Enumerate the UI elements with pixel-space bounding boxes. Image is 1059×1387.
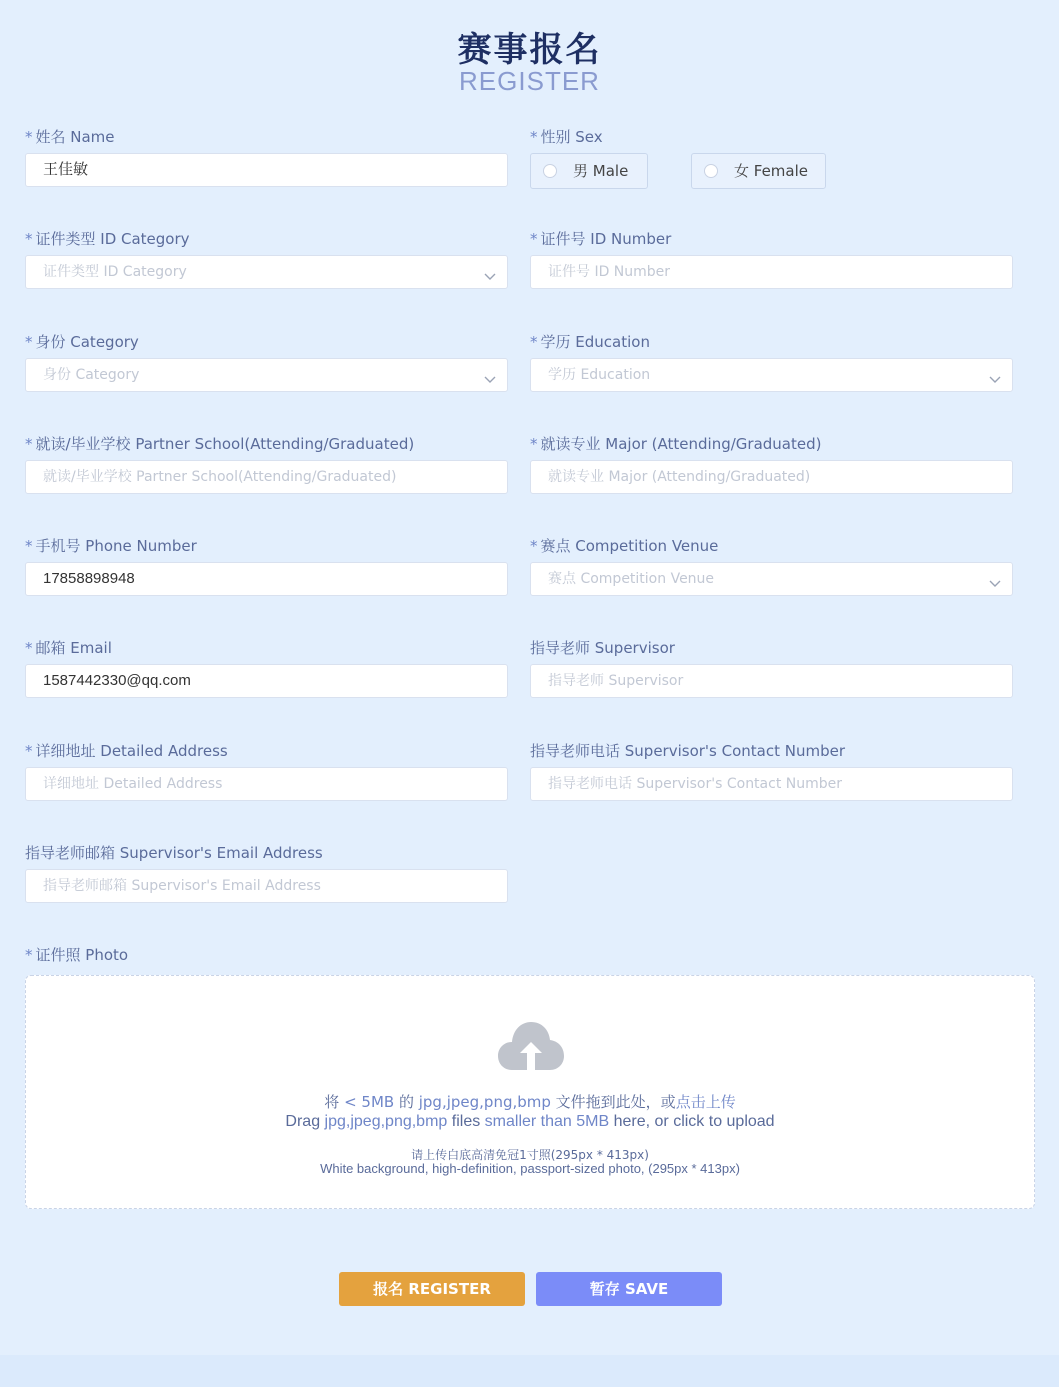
supervisor-email-input[interactable]: 指导老师邮箱 Supervisor's Email Address [25, 869, 508, 903]
school-field [25, 434, 508, 485]
major-input[interactable]: 就读专业 Major (Attending/Graduated) [530, 460, 1013, 494]
chevron-down-icon [989, 577, 1001, 589]
footer-band [0, 1355, 1059, 1387]
category-label: * 身份 Category [25, 333, 139, 351]
register-button[interactable]: 报名 REGISTER [339, 1272, 525, 1306]
address-field [25, 741, 508, 792]
upload-hint-en: White background, high-definition, passport-sized photo, (295px * 413px) [320, 1161, 740, 1176]
supervisor-email-label: 指导老师邮箱 Supervisor's Email Address [25, 844, 323, 862]
venue-field [530, 536, 1013, 587]
id-category-label: * 证件类型 ID Category [25, 230, 190, 248]
venue-label: * 赛点 Competition Venue [530, 537, 719, 555]
venue-select[interactable]: 赛点 Competition Venue [530, 562, 1013, 596]
education-label: * 学历 Education [530, 333, 650, 351]
photo-label: * 证件照 Photo [25, 946, 129, 964]
address-input[interactable]: 详细地址 Detailed Address [25, 767, 508, 801]
sex-field [530, 127, 1013, 180]
id-category-field [25, 229, 508, 280]
id-number-label: * 证件号 ID Number [530, 230, 672, 248]
radio-circle-icon [704, 164, 718, 178]
save-button[interactable]: 暂存 SAVE [536, 1272, 722, 1306]
major-field [530, 434, 1013, 485]
phone-input[interactable]: 17858898948 [25, 562, 508, 596]
category-select[interactable]: 身份 Category [25, 358, 508, 392]
radio-circle-icon [543, 164, 557, 178]
supervisor-email-field [25, 843, 508, 894]
sex-radio-male[interactable] [530, 153, 648, 189]
id-category-select[interactable]: 证件类型 ID Category [25, 255, 508, 289]
upload-hint-cn: 请上传白底高清免冠1寸照(295px * 413px) [411, 1148, 649, 1162]
email-label: * 邮箱 Email [25, 639, 112, 657]
school-label: * 就读/毕业学校 Partner School(Attending/Graduated) [25, 435, 415, 453]
sex-radio-male-label: 男 Male [573, 162, 629, 180]
email-input[interactable]: 1587442330@qq.com [25, 664, 508, 698]
page-header [0, 30, 1059, 94]
supervisor-phone-label: 指导老师电话 Supervisor's Contact Number [530, 742, 846, 760]
click-upload-link[interactable]: 点击上传 [675, 1093, 736, 1111]
page-subtitle: REGISTER [459, 66, 600, 96]
chevron-down-icon [484, 270, 496, 282]
sex-label: * 性别 Sex [530, 128, 603, 146]
education-field [530, 332, 1013, 383]
supervisor-input[interactable]: 指导老师 Supervisor [530, 664, 1013, 698]
sex-radio-female[interactable] [691, 153, 826, 189]
education-select[interactable]: 学历 Education [530, 358, 1013, 392]
supervisor-label: 指导老师 Supervisor [530, 639, 675, 657]
major-label: * 就读专业 Major (Attending/Graduated) [530, 435, 822, 453]
phone-label: * 手机号 Phone Number [25, 537, 197, 555]
name-input[interactable]: 王佳敏 [25, 153, 508, 187]
name-label: * 姓名 Name [25, 128, 115, 146]
page-title: 赛事报名 [457, 30, 602, 70]
phone-field [25, 536, 508, 587]
supervisor-field [530, 638, 1013, 689]
school-input[interactable]: 就读/毕业学校 Partner School(Attending/Graduated) [25, 460, 508, 494]
upload-instruction-en: Drag jpg,jpeg,png,bmp files smaller than 5MB here, or click to upload [285, 1113, 775, 1130]
supervisor-phone-field [530, 741, 1013, 792]
chevron-down-icon [484, 373, 496, 385]
id-number-input[interactable]: 证件号 ID Number [530, 255, 1013, 289]
supervisor-phone-input[interactable]: 指导老师电话 Supervisor's Contact Number [530, 767, 1013, 801]
upload-instruction-cn: 将 < 5MB 的 jpg,jpeg,png,bmp 文件拖到此处，或点击上传 [324, 1093, 736, 1111]
photo-upload-dropzone[interactable] [25, 975, 1035, 1209]
id-number-field [530, 229, 1013, 280]
category-field [25, 332, 508, 383]
sex-radio-female-label: 女 Female [734, 162, 809, 180]
address-label: * 详细地址 Detailed Address [25, 742, 228, 760]
name-field [25, 127, 508, 178]
email-field [25, 638, 508, 689]
cloud-upload-icon [498, 1020, 564, 1072]
chevron-down-icon [989, 373, 1001, 385]
photo-field [25, 945, 508, 965]
